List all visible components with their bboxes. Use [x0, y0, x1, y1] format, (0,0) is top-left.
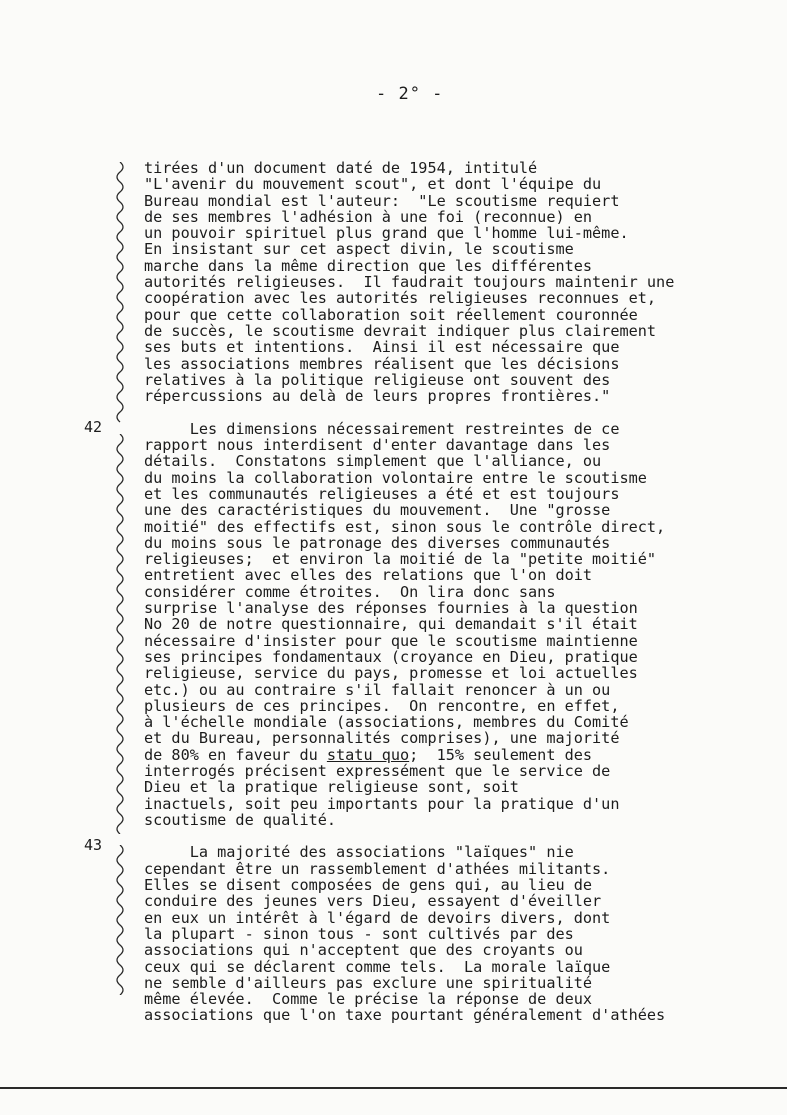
bottom-rule — [0, 1087, 787, 1089]
text-line: de ses membres l'adhésion à une foi (reconnue) en — [144, 207, 593, 226]
text-line: religieuse, service du pays, promesse et loi actuelles — [144, 664, 638, 683]
text-line: Elles se disent composées de gens qui, au lieu de — [144, 876, 593, 895]
margin-wavy-line-middle — [112, 434, 128, 834]
text-line: la plupart - sinon tous - sont cultivés par des — [144, 924, 574, 943]
text-line: même élevée. Comme le précise la réponse de deux — [144, 990, 593, 1009]
text-line: associations que l'on taxe pourtant généralement d'athées — [144, 1006, 666, 1025]
text-line: En insistant sur cet aspect divin, le scoutisme — [144, 240, 574, 259]
text-line: détails. Constatons simplement que l'alliance, ou — [144, 452, 602, 471]
text-line: plusieurs de ces principes. On rencontre, en effet, — [144, 696, 620, 715]
text-line: etc.) ou au contraire s'il fallait renoncer à un ou — [144, 680, 611, 699]
text-line: en eux un intérêt à l'égard de devoirs divers, dont — [144, 908, 611, 927]
text-line: du moins la collaboration volontaire entre le scoutisme — [144, 468, 647, 487]
text-line: ses buts et intentions. Ainsi il est nécessaire que — [144, 338, 620, 357]
text-line: Les dimensions nécessairement restreintes de ce — [144, 419, 620, 438]
text-line: marche dans la même direction que les différentes — [144, 256, 593, 275]
text-line: et les communautés religieuses a été et est toujours — [144, 484, 620, 503]
text-line: No 20 de notre questionnaire, qui demandait s'il était — [144, 615, 638, 634]
margin-wavy-line-top — [112, 162, 128, 424]
margin-marker-42: 42 — [84, 418, 103, 436]
text-line: cependant être un rassemblement d'athées militants. — [144, 859, 611, 878]
text-line: considérer comme étroites. On lira donc sans — [144, 582, 556, 601]
page-number: - 2° - — [376, 84, 444, 104]
blank-line — [144, 828, 744, 844]
text-line: les associations membres réalisent que les décisions — [144, 354, 620, 373]
statu-quo-underlined: statu quo — [326, 745, 410, 764]
text-line: "L'avenir du mouvement scout", et dont l'équipe du — [144, 175, 602, 194]
text-line: ne semble d'ailleurs pas exclure une spiritualité — [144, 973, 593, 992]
text-line-end: ; 15% seulement des — [409, 745, 593, 764]
text-line: interrogés précisent expressément que le service de — [144, 761, 611, 780]
margin-wavy-line-bottom — [112, 845, 128, 995]
text-line: une des caractéristiques du mouvement. Une "grosse — [144, 501, 611, 520]
text-line: entretient avec elles des relations que l'on doit — [144, 566, 593, 585]
text-line-statu-quo — [144, 747, 744, 763]
text-line: ses principes fondamentaux (croyance en Dieu, pratique — [144, 647, 638, 666]
text-line: moitié" des effectifs est, sinon sous le contrôle direct, — [144, 517, 666, 536]
text-line: associations qui n'acceptent que des croyants ou — [144, 941, 583, 960]
text-line: coopération avec les autorités religieuses reconnues et, — [144, 289, 657, 308]
text-line: scoutisme de qualité. — [144, 810, 337, 829]
text-line: Dieu et la pratique religieuse sont, soit — [144, 778, 519, 797]
margin-marker-43: 43 — [84, 836, 103, 854]
text-line: La majorité des associations "laïques" nie — [144, 843, 574, 862]
text-line: un pouvoir spirituel plus grand que l'homme lui-même. — [144, 224, 629, 243]
text-line: et du Bureau, personnalités comprises), une majorité — [144, 729, 620, 748]
text-line-start: de 80% en faveur du — [144, 745, 327, 764]
text-line: Bureau mondial est l'auteur: "Le scoutisme requiert — [144, 191, 620, 210]
text-line: conduire des jeunes vers Dieu, essayent d'éveiller — [144, 892, 602, 911]
body-text — [144, 160, 744, 1024]
blank-line — [144, 404, 744, 420]
text-line: nécessaire d'insister pour que le scoutisme maintienne — [144, 631, 638, 650]
text-line: tirées d'un document daté de 1954, intitulé — [144, 159, 538, 177]
text-line: surprise l'analyse des réponses fournies à la question — [144, 599, 638, 618]
text-line: autorités religieuses. Il faudrait toujours maintenir une — [144, 273, 675, 292]
text-line: répercussions au delà de leurs propres frontières." — [144, 387, 611, 406]
text-line: ceux qui se déclarent comme tels. La morale laïque — [144, 957, 611, 976]
text-line: religieuses; et environ la moitié de la "petite moitié" — [144, 550, 657, 569]
text-line: de succès, le scoutisme devrait indiquer plus clairement — [144, 321, 657, 340]
text-line: pour que cette collaboration soit réellement couronnée — [144, 305, 638, 324]
text-line: du moins sous le patronage des diverses communautés — [144, 533, 611, 552]
text-line: relatives à la politique religieuse ont souvent des — [144, 370, 611, 389]
text-line: à l'échelle mondiale (associations, membres du Comité — [144, 713, 629, 732]
text-line: rapport nous interdisent d'enter davantage dans les — [144, 436, 611, 455]
text-line: inactuels, soit peu importants pour la pratique d'un — [144, 794, 620, 813]
